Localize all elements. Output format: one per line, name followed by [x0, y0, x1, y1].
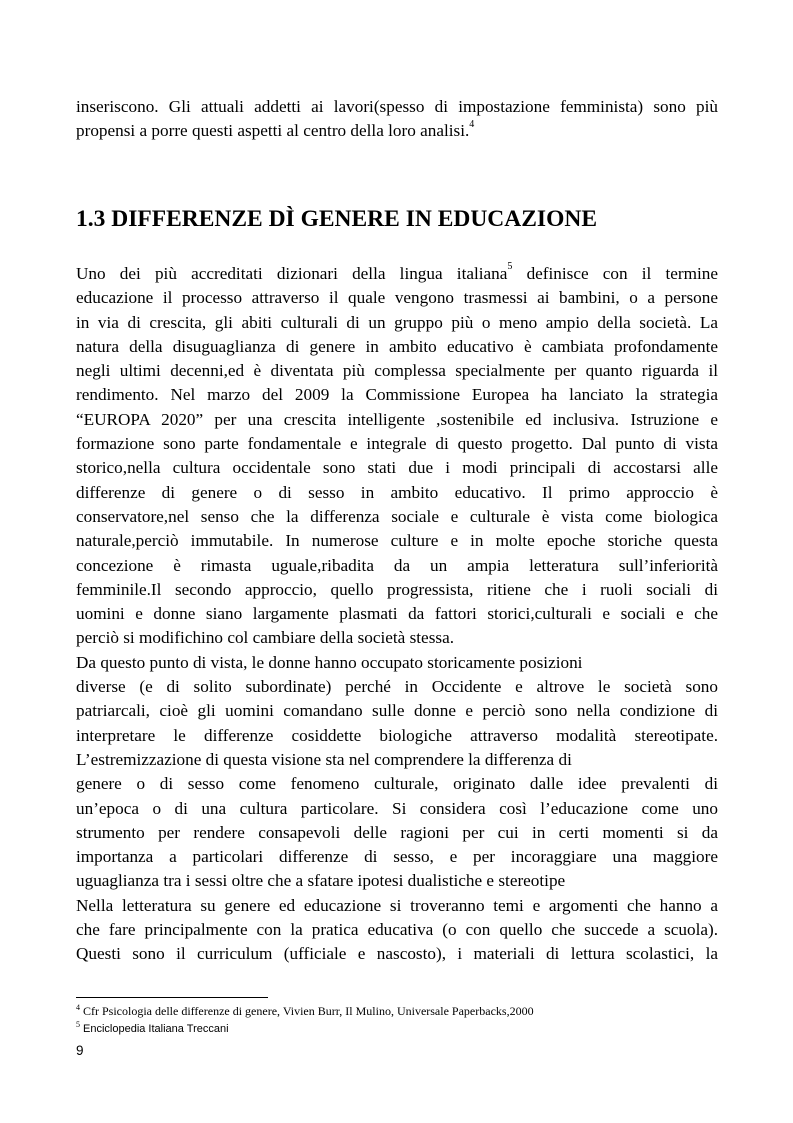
paragraph-line: storico,nella cultura occidentale sono stati due i modi principali di accostarsi alle — [76, 458, 718, 478]
paragraph-line: educazione il processo attraverso il quale vengono trasmessi ai bambini, o a persone — [76, 288, 718, 308]
footnote-number: 4 — [76, 1003, 80, 1012]
paragraph-line: Questi sono il curriculum (ufficiale e nascosto), i materiali di lettura scolastici, la — [76, 944, 718, 964]
paragraph-line: in via di crescita, gli abiti culturali di un gruppo più o meno ampio della società. La — [76, 312, 718, 332]
paragraph-line: “EUROPA 2020” per una crescita intelligente ,sostenibile ed inclusiva. Istruzione e — [76, 409, 718, 429]
footnotes — [76, 1003, 718, 1038]
paragraph-line: uguaglianza tra i sessi oltre che a sfatare ipotesi dualistiche e stereotipe — [76, 871, 566, 891]
section-heading: 1.3 DIFFERENZE DÌ GENERE IN EDUCAZIONE — [76, 206, 597, 232]
paragraph-line: importanza a particolari differenze di sesso, e per incoraggiare una maggiore — [76, 847, 718, 867]
paragraph-line: naturale,perciò immutabile. In numerose culture e in molte epoche storiche questa — [76, 531, 718, 551]
paragraph-line: rendimento. Nel marzo del 2009 la Commissione Europea ha lanciato la strategia — [76, 385, 718, 405]
paragraph-line: differenze di genere o di sesso in ambito educativo. Il primo approccio è — [76, 482, 718, 502]
footnote-text: Cfr Psicologia delle differenze di genere, Vivien Burr, Il Mulino, Universale Paperbacks,2000 — [83, 1004, 534, 1018]
footnote-reference[interactable]: 5 — [507, 261, 513, 273]
paragraph-line: conservatore,nel senso che la differenza sociale e culturale è vista come biologica — [76, 506, 718, 526]
footnote-number: 5 — [76, 1020, 80, 1029]
paragraph-line-text: propensi a porre questi aspetti al centro della loro analisi. — [76, 121, 470, 141]
section-body — [76, 262, 718, 967]
footnote-separator — [76, 997, 268, 998]
paragraph-line: Nella letteratura su genere ed educazione si troveranno temi e argomenti che hanno a — [76, 895, 718, 915]
paragraph-line: che fare principalmente con la pratica educativa (o con quello che succede a scuola). — [76, 920, 718, 940]
paragraph-line: strumento per rendere consapevoli delle ragioni per cui in certi momenti si da — [76, 822, 718, 842]
paragraph-line: L’estremizzazione di questa visione sta nel comprendere la differenza di — [76, 749, 572, 769]
paragraph-line: genere o di sesso come fenomeno culturale, originato dalle idee prevalenti di — [76, 774, 718, 794]
paragraph-line-text: Uno dei più accreditati dizionari della lingua italiana — [76, 264, 508, 283]
paragraph-line: Da questo punto di vista, le donne hanno occupato storicamente posizioni — [76, 652, 583, 672]
paragraph-line: concezione è rimasta uguale,ribadita da un ampia letteratura sull’inferiorità — [76, 555, 718, 575]
paragraph-line: femminile.Il secondo approccio, quello progressista, ritiene che i ruoli sociali di — [76, 579, 718, 599]
paragraph-line: interpretare le differenze cosiddette biologiche attraverso modalità stereotipate. — [76, 725, 718, 745]
paragraph-line: inseriscono. Gli attuali addetti ai lavori(spesso di impostazione femminista) sono più — [76, 97, 718, 116]
footnote-text: Enciclopedia Italiana Treccani — [83, 1023, 229, 1035]
paragraph-line: uomini e donne siano largamente plasmati da fattori storici,culturali e sociali e che — [76, 604, 718, 624]
paragraph-line — [76, 119, 718, 143]
top-paragraph — [76, 95, 718, 144]
paragraph-line-text: definisce con il termine — [512, 264, 718, 283]
footnote-item — [76, 1020, 718, 1038]
paragraph-line: formazione sono parte fondamentale e integrale di questo progetto. Dal punto di vista — [76, 434, 718, 454]
paragraph-line: negli ultimi decenni,ed è diventata più complessa specialmente per quanto riguarda il — [76, 361, 718, 381]
page-number: 9 — [76, 1043, 84, 1058]
paragraph-line: natura della disuguaglianza di genere in ambito educativo è cambiata profondamente — [76, 336, 718, 356]
footnote-item — [76, 1003, 718, 1020]
footnote-reference[interactable]: 4 — [469, 118, 475, 130]
paragraph-line: perciò si modifichino col cambiare della società stessa. — [76, 628, 454, 648]
paragraph-line: diverse (e di solito subordinate) perché in Occidente e altrove le società sono — [76, 677, 718, 697]
paragraph-line — [76, 262, 718, 286]
paragraph-line: un’epoca o di una cultura particolare. Si considera così l’educazione come uno — [76, 798, 718, 818]
paragraph-line: patriarcali, cioè gli uomini comandano sulle donne e perciò sono nella condizione di — [76, 701, 718, 721]
